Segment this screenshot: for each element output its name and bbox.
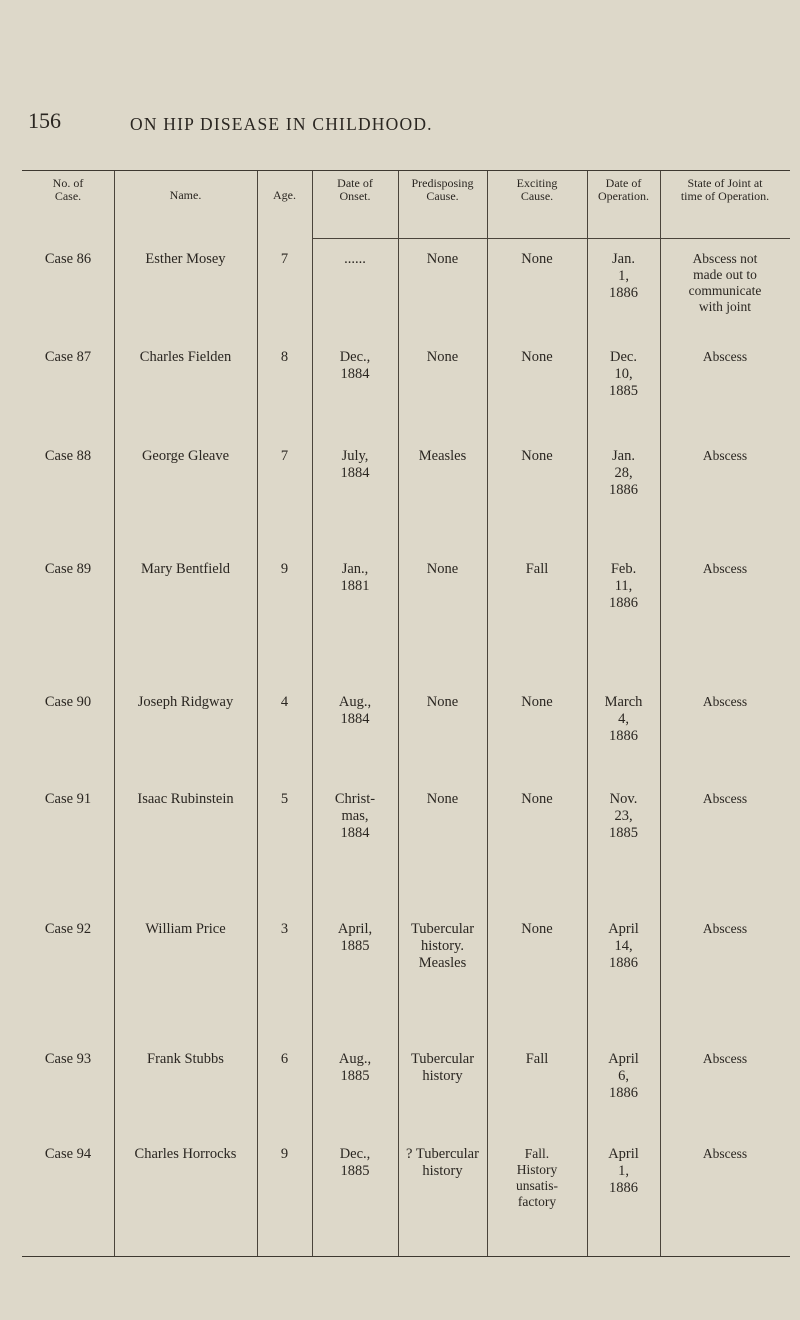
- cell-case-number: Case 91: [44, 791, 92, 807]
- cell-date-of-operation: Dec. 10, 1885: [609, 349, 638, 399]
- cell-date-of-onset: ......: [344, 251, 366, 267]
- cell-date-of-operation: Jan. 28, 1886: [609, 448, 638, 498]
- page-number: 156: [28, 108, 61, 133]
- cell-name: Joseph Ridgway: [137, 694, 234, 710]
- cell-date-of-onset: July, 1884: [340, 448, 370, 481]
- cell-name: George Gleave: [141, 448, 230, 464]
- cell-exciting-cause: None: [521, 694, 553, 710]
- cell-exciting-cause: Fall: [525, 1051, 549, 1067]
- cell-name: Frank Stubbs: [147, 1051, 224, 1067]
- cell-predisposing-cause: None: [426, 694, 459, 710]
- cell-age: 9: [280, 1146, 289, 1162]
- column-rule: [257, 171, 258, 1256]
- cell-date-of-operation: April 1, 1886: [608, 1146, 639, 1196]
- cell-case-number: Case 90: [44, 694, 92, 710]
- cell-date-of-onset: Christ- mas, 1884: [334, 791, 376, 841]
- cell-exciting-cause: None: [521, 349, 553, 365]
- header-rule: [587, 238, 660, 239]
- cell-age: 4: [280, 694, 289, 710]
- cell-exciting-cause: None: [521, 921, 553, 937]
- cell-joint-state: Abscess: [702, 791, 748, 806]
- column-rule: [487, 171, 488, 1256]
- cell-age: 3: [280, 921, 289, 937]
- cell-joint-state: Abscess: [702, 1146, 748, 1161]
- column-rule: [398, 171, 399, 1256]
- cell-exciting-cause: None: [521, 251, 553, 267]
- cell-case-number: Case 88: [44, 448, 92, 464]
- cell-age: 8: [280, 349, 289, 365]
- cell-date-of-operation: Jan. 1, 1886: [609, 251, 638, 301]
- cell-age: 9: [280, 561, 289, 577]
- cell-joint-state: Abscess: [702, 448, 748, 463]
- cell-age: 6: [280, 1051, 289, 1067]
- cell-date-of-onset: Dec., 1884: [339, 349, 371, 382]
- cell-age: 5: [280, 791, 289, 807]
- cell-age: 7: [280, 448, 289, 464]
- cell-exciting-cause: Fall: [525, 561, 549, 577]
- cell-joint-state: Abscess: [702, 1051, 748, 1066]
- header-rule: [398, 238, 487, 239]
- cell-date-of-onset: April, 1885: [337, 921, 373, 954]
- cell-name: Isaac Rubinstein: [137, 791, 234, 807]
- cell-case-number: Case 89: [44, 561, 92, 577]
- cell-case-number: Case 94: [44, 1146, 92, 1162]
- cell-case-number: Case 92: [44, 921, 92, 937]
- cell-joint-state: Abscess: [702, 561, 748, 576]
- cell-case-number: Case 87: [44, 349, 92, 365]
- column-header-exciting-cause: Exciting Cause.: [516, 176, 558, 203]
- cell-predisposing-cause: None: [426, 251, 459, 267]
- cell-predisposing-cause: Tubercular history: [410, 1051, 475, 1084]
- header-rule: [487, 238, 587, 239]
- column-header-case-number: No. of Case.: [52, 176, 84, 203]
- cell-joint-state: Abscess not made out to communicate with joint: [688, 251, 762, 314]
- cell-name: Mary Bentfield: [141, 561, 230, 577]
- cell-date-of-operation: April 6, 1886: [608, 1051, 639, 1101]
- column-header-date-of-operation: Date of Operation.: [598, 176, 649, 203]
- cell-joint-state: Abscess: [702, 921, 748, 936]
- cell-name: Charles Fielden: [139, 349, 232, 365]
- cell-date-of-operation: Feb. 11, 1886: [609, 561, 638, 611]
- column-header-age: Age.: [273, 188, 296, 202]
- cell-case-number: Case 86: [44, 251, 92, 267]
- cell-date-of-operation: Nov. 23, 1885: [609, 791, 638, 841]
- cell-date-of-onset: Dec., 1885: [339, 1146, 371, 1179]
- column-rule: [114, 171, 115, 1256]
- cell-predisposing-cause: None: [426, 349, 459, 365]
- column-rule: [660, 171, 661, 1256]
- cell-joint-state: Abscess: [702, 694, 748, 709]
- cell-name: William Price: [145, 921, 226, 937]
- header-rule: [312, 238, 398, 239]
- cell-predisposing-cause: None: [426, 561, 459, 577]
- cell-date-of-onset: Jan., 1881: [340, 561, 370, 594]
- cell-exciting-cause: Fall. History unsatis- factory: [516, 1146, 558, 1209]
- cell-date-of-onset: Aug., 1884: [338, 694, 372, 727]
- page-header: [28, 108, 728, 138]
- cell-exciting-cause: None: [521, 791, 553, 807]
- cell-name: Charles Horrocks: [134, 1146, 237, 1162]
- column-header-name: Name.: [169, 188, 202, 202]
- case-table: [22, 170, 790, 1257]
- column-header-date-of-onset: Date of Onset.: [337, 176, 373, 203]
- column-header-joint-state: State of Joint at time of Operation.: [680, 176, 770, 203]
- cell-predisposing-cause: Tubercular history. Measles: [410, 921, 475, 971]
- header-rule: [660, 238, 790, 239]
- cell-predisposing-cause: None: [426, 791, 459, 807]
- cell-date-of-operation: April 14, 1886: [608, 921, 639, 971]
- cell-joint-state: Abscess: [702, 349, 748, 364]
- cell-name: Esther Mosey: [145, 251, 226, 267]
- cell-date-of-onset: Aug., 1885: [338, 1051, 372, 1084]
- cell-date-of-operation: March 4, 1886: [604, 694, 643, 744]
- cell-predisposing-cause: Measles: [418, 448, 467, 464]
- column-header-predisposing-cause: Predisposing Cause.: [411, 176, 474, 203]
- cell-predisposing-cause: ? Tubercular history: [406, 1146, 479, 1179]
- running-title: ON HIP DISEASE IN CHILDHOOD.: [130, 114, 433, 134]
- cell-case-number: Case 93: [44, 1051, 92, 1067]
- cell-age: 7: [280, 251, 289, 267]
- cell-exciting-cause: None: [521, 448, 553, 464]
